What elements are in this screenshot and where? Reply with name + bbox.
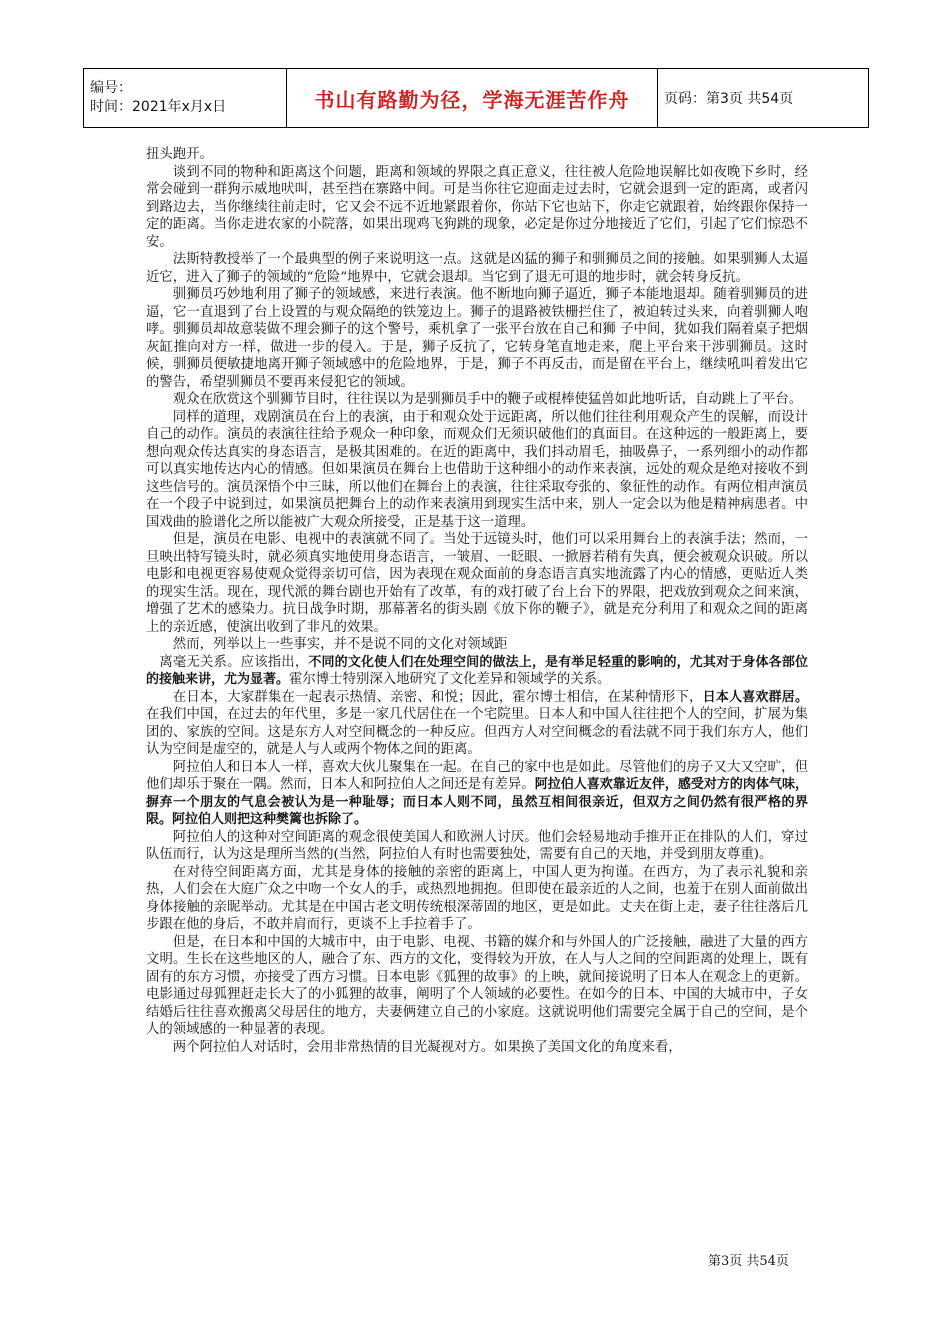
paragraph-text: 阿拉伯人和日本人一样，喜欢大伙儿聚集在一起。在自己的家中也是如此。尽管他们的房子又大又空旷，但他们却乐于聚在一隅。然而，日本人和阿拉伯人之间还是有差异。 [146, 759, 808, 792]
header-motto: 书山有路勤为径，学海无涯苦作舟 [287, 69, 658, 128]
paragraph: 阿拉伯人的这种对空间距离的观念很使美国人和欧洲人讨厌。他们会轻易地动手推开正在排队的人们，穿过队伍而行，认为这是理所当然的(当然，阿拉伯人有时也需要独处，需要有自己的天地，并受到朋友尊重)。 [146, 829, 808, 862]
paragraph [146, 654, 808, 689]
page-footer: 第3页 共54页 [708, 1254, 789, 1269]
bold-text: 阿拉伯人喜欢靠近友伴，感受对方的肉体气味，摒弃一个朋友的气息会被认为是一种耻辱；而日本人则不同，虽然互相间很亲近，但双方之间仍然有很严格的界限。阿拉伯人则把这种樊篱也拆除了。 [146, 777, 808, 827]
paragraph: 但是，在日本和中国的大城市中，由于电影、电视、书籍的媒介和与外国人的广泛接触，融进了大量的西方文明。生长在这些地区的人，融合了东、西方的文化，变得较为开放，在人与人之间的空间距离的处理上，既有固有的东方习惯，亦接受了西方习惯。日本电影《狐狸的故事》的上映，就间接说明了日本人在观念上的更新。电影通过母狐狸赶走长大了的小狐狸的故事，阐明了个人领域的必要性。在如今的日本、中国的大城市中，子女结婚后往往喜欢搬离父母居住的地方，夫妻俩建立自己的小家庭。这就说明他们需要完全属于自己的空间，是个人的领域感的一种显著的表现。 [146, 934, 808, 1037]
number-label: 编号： [90, 80, 132, 96]
paragraph: 然而，列举以上一些事实，并不是说不同的文化对领域距 [172, 637, 508, 652]
paragraph [146, 759, 808, 829]
paragraph: 扭头跑开。 [146, 147, 213, 162]
paragraph: 谈到不同的物种和距离这个问题，距离和领域的界限之真正意义，往往被人危险地误解比如夜晚下乡时，经常会碰到一群狗示威地吠叫，甚至挡在寨路中间。可是当你往它迎面走过去时，它就会退到一定的距离，或者闪到路边去，当你继续往前走时，它又会不远不近地紧跟着你，你站下它也站下，你走它就跟着，始终跟你保持一定的距离。当你走进农家的小院落，如果出现鸡飞狗跳的现象，必定是你过分地接近了它们，引起了它们惊恐不安。 [146, 164, 808, 250]
header-page-info: 页码：第3页 共54页 [658, 69, 869, 128]
paragraph: 两个阿拉伯人对话时，会用非常热情的目光凝视对方。如果换了美国文化的角度来看， [172, 1039, 682, 1055]
paragraph-text: 霍尔博士特别深入地研究了文化差异和领域学的关系。 [289, 672, 611, 687]
paragraph: 在对待空间距离方面，尤其是身体的接触的亲密的距离上，中国人更为拘谨。在西方，为了表示礼貌和亲热，人们会在大庭广众之中吻一个女人的手，或热烈地拥抱。但即使在最亲近的人之间，也羞于在别人面前做出身体接触的亲昵举动。尤其是在中国古老文明传统根深蒂固的地区，更是如此。丈夫在街上走，妻子往往落后几步跟在他的身后，不敢并肩而行，更谈不上手拉着手了。 [146, 864, 808, 932]
time-label: 时间：2021年x月x日 [90, 99, 227, 115]
paragraph: 同样的道理，戏剧演员在台上的表演，由于和观众处于远距离，所以他们往往利用观众产生的误解，而设计自己的动作。演员的表演往往给予观众一种印象，而观众们无须识破他们的真面目。在这种远的一般距离上，要想向观众传达真实的身态语言，是极其困难的。在近的距离中，我们抖动眉毛，抽吸鼻子，一系列细小的动作都可以真实地传达内心的情感。但如果演员在舞台上也借助于这种细小的动作来表演，远处的观众是绝对接收不到这些信号的。演员深悟个中三昧，所以他们在舞台上的表演，往往采取夸张的、象征性的动作。有两位相声演员在一个段子中说到过，如果演员把舞台上的动作来表演用到现实生活中来，别人一定会以为他是精神病患者。中国戏曲的脸谱化之所以能被广大观众所接受，正是基于这一道理。 [146, 409, 808, 530]
bold-text: 不同的文化使人们在处理空间的做法上，是有举足轻重的影响的，尤其对于身体各部位的接触来讲，尤为显著。 [146, 654, 808, 687]
paragraph-text: 离毫无关系。应该指出， [159, 654, 309, 670]
paragraph [146, 689, 808, 759]
paragraph: 驯狮员巧妙地利用了狮子的领域感，来进行表演。他不断地向狮子逼近，狮子本能地退却。随着驯狮员的进逼，它一直退到了台上设置的与观众隔绝的铁笼边上。狮子的退路被铁栅拦住了，被迫转过头来，向着驯狮人咆哮。驯狮员却故意装做不理会狮子的这个警号，乘机拿了一张平台放在自己和狮 子中间，犹如我们隔着桌子把烟灰缸推向对方一样，做进一步的侵入。于是，狮子反抗了，它转身笔直地走来，爬上平台来干涉驯狮员。这时候，驯狮员便敏捷地离开狮子领域感中的危险地界，于是，狮子不再反击，而是留在平台上，继续吼叫着发出它的警告，希望驯狮员不要再来侵犯它的领域。 [146, 287, 808, 390]
paragraph-text: 在日本，大家群集在一起表示热情、亲密、和悦；因此，霍尔博士相信，在某种情形下， [172, 689, 703, 705]
bold-text: 日本人喜欢群居。 [702, 689, 808, 705]
header-meta-cell [84, 69, 287, 128]
document-header [83, 68, 869, 128]
document-body [146, 146, 808, 1056]
paragraph-text: 在我们中国，在过去的年代里，多是一家几代居住在一个宅院里。日本人和中国人往往把个人的空间，扩展为集团的、家族的空间。这是东方人对空间概念的一种反应。但西方人对空间概念的看法就不同于我们东方人，他们认为空间是虚空的，就是人与人或两个物体之间的距离。 [146, 707, 808, 757]
paragraph: 法斯特教授举了一个最典型的例子来说明这一点。这就是凶猛的狮子和驯狮员之间的接触。如果驯狮人太逼近它，进入了狮子的领域的“危险”地界中，它就会退却。当它到了退无可退的地步时，就会转身反抗。 [146, 252, 808, 285]
paragraph: 观众在欣赏这个驯狮节目时，往往误以为是驯狮员手中的鞭子或棍棒使猛兽如此地听话，自动跳上了平台。 [172, 392, 803, 407]
paragraph: 但是，演员在电影、电视中的表演就不同了。当处于远镜头时，他们可以采用舞台上的表演手法；然而，一旦映出特写镜头时，就必须真实地使用身态语言，一皱眉、一眨眼、一掀唇若稍有失真，便会被观众识破。所以电影和电视更容易使观众觉得亲切可信，因为表现在观众面前的身态语言真实地流露了内心的情感，更贴近人类的现实生活。现在，现代派的舞台剧也开始有了改革，有的戏打破了台上台下的界限，把戏放到观众之间来演，增强了艺术的感染力。抗日战争时期，那幕著名的街头剧《放下你的鞭子》，就是充分利用了和观众之间的距离上的亲近感，使演出收到了非凡的效果。 [146, 532, 808, 635]
